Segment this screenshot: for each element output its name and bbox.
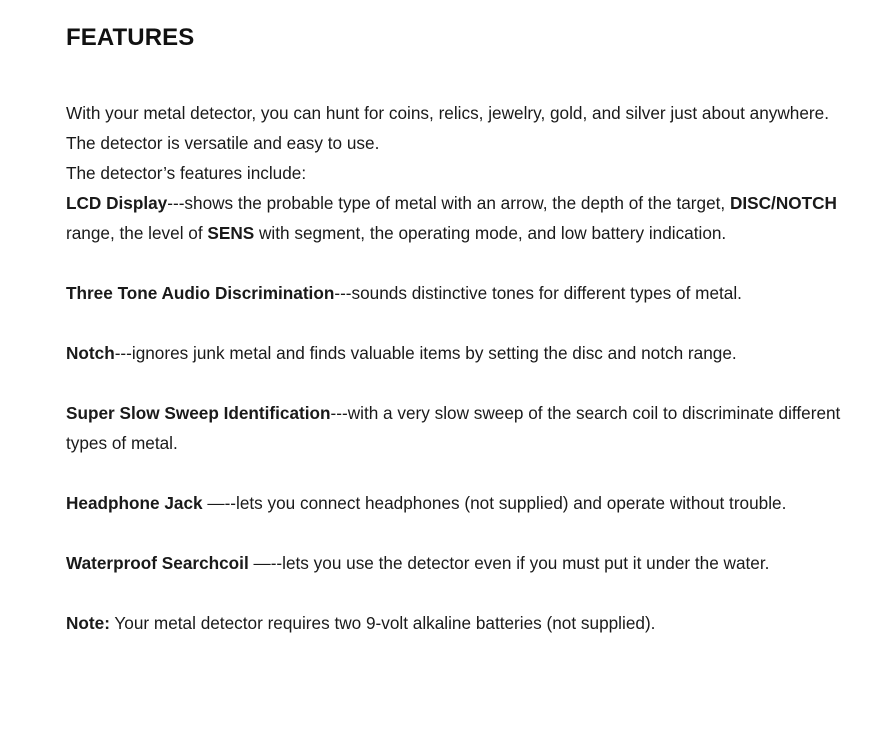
feature-description: with segment, the operating mode, and low battery indication. <box>254 223 727 243</box>
feature-headphone-jack <box>66 488 856 518</box>
feature-description: ---sounds distinctive tones for different types of metal. <box>334 283 742 303</box>
feature-description: range, the level of <box>66 223 208 243</box>
feature-description: —--lets you connect headphones (not supplied) and operate without trouble. <box>207 493 787 513</box>
feature-description: ---ignores junk metal and finds valuable items by setting the disc and notch range. <box>114 343 737 363</box>
feature-term: Notch <box>66 343 115 363</box>
note-paragraph <box>66 608 856 638</box>
feature-waterproof-searchcoil <box>66 548 856 578</box>
disc-notch-label: DISC/NOTCH <box>729 193 837 213</box>
feature-term: Three Tone Audio Discrimination <box>66 283 335 303</box>
document-page <box>66 22 856 638</box>
feature-description: —--lets you use the detector even if you must put it under the water. <box>253 553 770 573</box>
page-title: FEATURES <box>66 24 195 51</box>
note-label: Note: <box>66 613 110 633</box>
feature-term: Headphone Jack <box>66 493 208 513</box>
intro-block <box>66 98 856 248</box>
feature-lcd-display <box>66 188 856 248</box>
feature-three-tone-audio <box>66 278 856 308</box>
feature-term: Super Slow Sweep Identification <box>66 403 331 423</box>
feature-super-slow-sweep <box>66 398 856 458</box>
note-text: Your metal detector requires two 9-volt alkaline batteries (not supplied). <box>109 613 656 633</box>
feature-notch <box>66 338 856 368</box>
intro-features-lead: The detector’s features include: <box>66 163 307 183</box>
feature-description: ---with a very slow sweep of the search coil to discriminate different types of metal. <box>66 403 841 453</box>
feature-description: ---shows the probable type of metal with an arrow, the depth of the target, <box>167 193 726 213</box>
intro-paragraph: With your metal detector, you can hunt for coins, relics, jewelry, gold, and silver just about anywhere. The detector is versatile and easy to use. <box>66 103 829 153</box>
feature-term: Waterproof Searchcoil <box>66 553 254 573</box>
sens-label: SENS <box>207 223 255 243</box>
feature-term: LCD Display <box>66 193 168 213</box>
